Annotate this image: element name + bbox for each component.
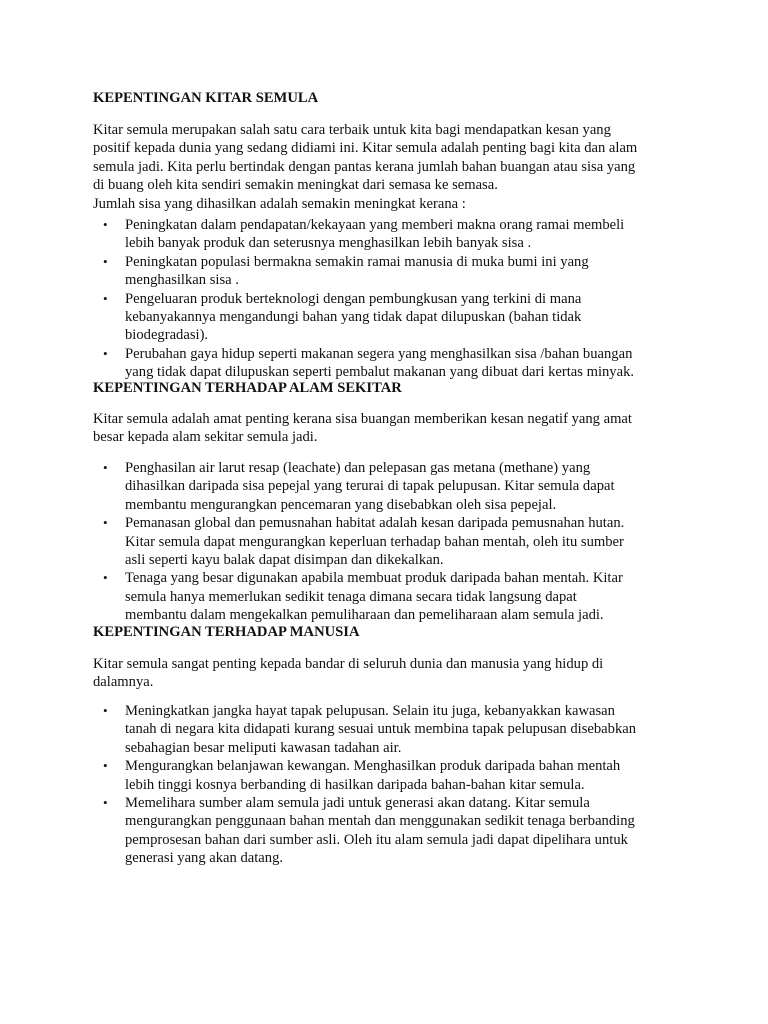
text-line: Mengurangkan belanjawan kewangan. Menghasilkan produk daripada bahan mentah	[125, 758, 621, 775]
list-item	[0, 253, 768, 290]
bullet-icon: •	[103, 253, 108, 269]
bullet-icon: •	[103, 345, 108, 361]
text-line: di buang oleh kita sendiri semakin meningkat dari semasa ke semasa.	[93, 177, 498, 194]
section-heading-manusia: KEPENTINGAN TERHADAP MANUSIA	[93, 624, 360, 640]
list-item	[0, 757, 768, 794]
text-line: lebih tinggi kosnya berbanding di hasilkan daripada bahan-bahan kitar semula.	[125, 776, 585, 793]
text-line: mengurangkan penggunaan bahan mentah dan menggunakan sedikit tenaga berbanding	[125, 813, 635, 830]
text-line: Peningkatan populasi bermakna semakin ramai manusia di muka bumi ini yang	[125, 253, 589, 270]
text-line: Jumlah sisa yang dihasilkan adalah semakin meningkat kerana :	[93, 195, 466, 212]
intro-paragraph-kitar-semula	[93, 121, 693, 213]
text-line: dalamnya.	[93, 674, 154, 691]
bullet-icon: •	[103, 758, 108, 774]
list-item	[0, 345, 768, 382]
list-item	[0, 794, 768, 868]
intro-paragraph-alam-sekitar	[93, 410, 693, 447]
text-line: asli seperti kayu balak dapat disimpan dan dikekalkan.	[125, 552, 444, 569]
text-line: Memelihara sumber alam semula jadi untuk generasi akan datang. Kitar semula	[125, 795, 590, 812]
text-line: membantu dalam mengekalkan pemuliharaan dan pemeliharaan alam semula jadi.	[125, 607, 604, 624]
text-line: Kitar semula dapat mengurangkan keperluan terhadap bahan mentah, oleh itu sumber	[125, 533, 624, 550]
bullet-icon: •	[103, 290, 108, 306]
list-item	[0, 459, 768, 514]
text-line: membantu mengurangkan pencemaran yang disebabkan oleh sisa pepejal.	[125, 496, 557, 513]
bullet-icon: •	[103, 217, 108, 232]
bullet-icon: •	[103, 703, 108, 718]
text-line: Perubahan gaya hidup seperti makanan segera yang menghasilkan sisa /bahan buangan	[125, 345, 633, 362]
text-line: dihasilkan daripada sisa pepejal yang terurai di tapak pelupusan. Kitar semula dapat	[125, 478, 615, 495]
list-item	[0, 569, 768, 624]
list-item	[0, 216, 768, 253]
bullet-icon: •	[103, 795, 108, 811]
text-line: positif kepada dunia yang sedang didiami ini. Kitar semula adalah penting bagi kita dan alam	[93, 140, 638, 157]
text-line: yang tidak dapat dilupuskan seperti pembalut makanan yang dibuat dari kertas minyak.	[125, 364, 635, 381]
text-line: Peningkatan dalam pendapatan/kekayaan yang memberi makna orang ramai membeli	[125, 217, 625, 233]
intro-paragraph-manusia	[93, 655, 693, 692]
text-line: besar kepada alam sekitar semula jadi.	[93, 429, 318, 446]
text-line: generasi yang akan datang.	[125, 850, 284, 867]
list-item	[0, 702, 768, 757]
text-line: pemprosesan bahan dari sumber asli. Oleh itu alam semula jadi dapat dipelihara untuk	[125, 831, 628, 848]
text-line: semula hanya memerlukan sedikit tenaga dimana secara tidak langsung dapat	[125, 588, 577, 605]
text-line: tanah di negara kita didapati kurang sesuai untuk membina tapak pelupusan disebabkan	[125, 721, 637, 738]
text-line: Tenaga yang besar digunakan apabila membuat produk daripada bahan mentah. Kitar	[125, 570, 623, 587]
bullet-list-alam-sekitar	[0, 459, 768, 625]
text-line: kebanyakannya mengandungi bahan yang tidak dapat dilupuskan (bahan tidak	[125, 309, 582, 326]
text-line: Penghasilan air larut resap (leachate) dan pelepasan gas metana (methane) yang	[125, 460, 591, 476]
list-item	[0, 290, 768, 345]
text-line: Kitar semula sangat penting kepada bandar di seluruh dunia dan manusia yang hidup di	[93, 656, 604, 672]
list-item	[0, 514, 768, 569]
text-line: Pemanasan global dan pemusnahan habitat adalah kesan daripada pemusnahan hutan.	[125, 515, 625, 532]
text-line: semula jadi. Kita perlu bertindak dengan pantas kerana jumlah bahan buangan atau sisa yang	[93, 158, 636, 175]
section-heading-kitar-semula: KEPENTINGAN KITAR SEMULA	[93, 90, 319, 106]
text-line: Kitar semula merupakan salah satu cara terbaik untuk kita bagi mendapatkan kesan yang	[93, 122, 611, 138]
text-line: Meningkatkan jangka hayat tapak pelupusan. Selain itu juga, kebanyakkan kawasan	[125, 703, 615, 719]
bullet-icon: •	[103, 570, 108, 586]
text-line: sebahagian besar meliputi kawasan tadahan air.	[125, 739, 402, 756]
text-line: menghasilkan sisa .	[125, 272, 239, 289]
section-heading-alam-sekitar: KEPENTINGAN TERHADAP ALAM SEKITAR	[93, 380, 402, 396]
bullet-list-manusia	[0, 702, 768, 868]
bullet-list-kitar-semula	[0, 216, 768, 382]
text-line: biodegradasi).	[125, 327, 209, 344]
bullet-icon: •	[103, 515, 108, 531]
bullet-icon: •	[103, 460, 108, 475]
text-line: Kitar semula adalah amat penting kerana sisa buangan memberikan kesan negatif yang amat	[93, 411, 632, 427]
text-line: Pengeluaran produk berteknologi dengan pembungkusan yang terkini di mana	[125, 290, 582, 307]
text-line: lebih banyak produk dan seterusnya menghasilkan lebih banyak sisa .	[125, 235, 532, 252]
